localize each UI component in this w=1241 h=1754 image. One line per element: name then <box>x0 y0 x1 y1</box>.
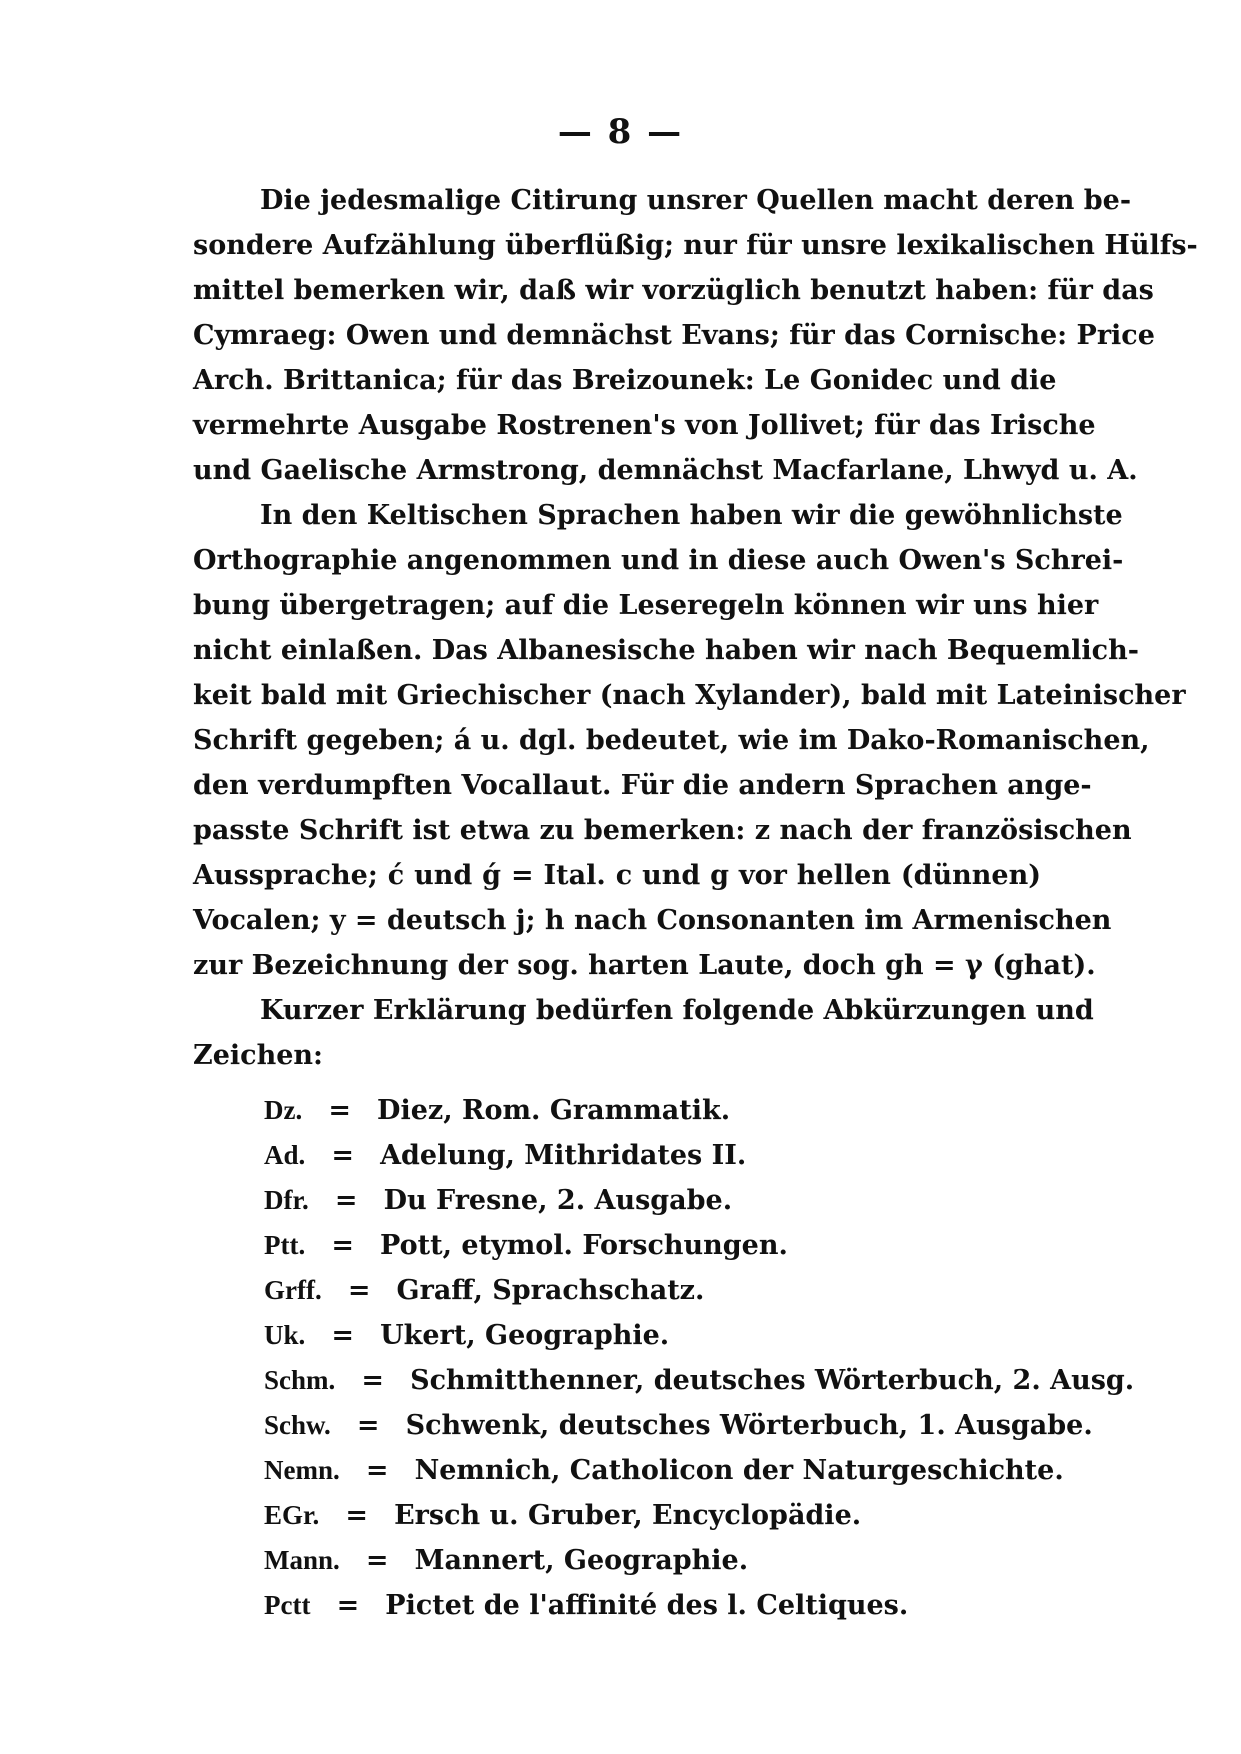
equals-sign: = <box>331 1140 354 1171</box>
text-line: keit bald mit Griechischer (nach Xylander), bald mit Lateinischer <box>193 680 1186 711</box>
abbreviation-entry <box>264 1583 1054 1628</box>
text-line: Aussprache; ć und ǵ = Ital. c und g vor hellen (dünnen) <box>193 860 1041 891</box>
abbreviation-entry <box>264 1538 1054 1583</box>
abbreviation-entry <box>264 1178 1054 1223</box>
abbreviation-entry <box>264 1448 1064 1493</box>
abbreviation-entry <box>264 1088 1054 1133</box>
text-line: nicht einlaßen. Das Albanesische haben wir nach Bequemlich- <box>193 635 1139 666</box>
text-line: Orthographie angenommen und in diese auch Owen's Schrei- <box>193 545 1124 576</box>
abbreviation-key: Dfr. <box>264 1185 309 1215</box>
body-text <box>193 178 1198 1078</box>
abbreviation-key: Ptt. <box>264 1230 306 1260</box>
abbreviation-value: Du Fresne, 2. Ausgabe. <box>383 1185 733 1216</box>
text-line: bung übergetragen; auf die Leseregeln können wir uns hier <box>193 590 1099 621</box>
abbreviation-value: Graff, Sprachschatz. <box>396 1275 705 1306</box>
abbreviation-key: EGr. <box>264 1500 320 1530</box>
abbreviation-entry <box>264 1313 1054 1358</box>
abbreviation-key: Pctt <box>264 1590 311 1620</box>
equals-sign: = <box>328 1095 351 1126</box>
text-line: Die jedesmalige Citirung unsrer Quellen macht deren be- <box>260 185 1132 216</box>
equals-sign: = <box>365 1545 389 1576</box>
abbreviation-entry <box>264 1493 1054 1538</box>
paragraph-abbreviations-intro <box>193 988 1094 1078</box>
abbreviation-value: Schwenk, deutsches Wörterbuch, 1. Ausgabe. <box>405 1410 1093 1441</box>
abbreviation-key: Uk. <box>264 1320 306 1350</box>
text-line: Vocalen; y = deutsch j; h nach Consonanten im Armenischen <box>193 905 1112 936</box>
equals-sign: = <box>331 1320 354 1351</box>
abbreviation-value: Pictet de l'affinité des l. Celtiques. <box>385 1590 909 1621</box>
abbreviation-key: Nemn. <box>264 1455 340 1485</box>
equals-sign: = <box>347 1275 371 1306</box>
text-line: zur Bezeichnung der sog. harten Laute, doch gh = γ (ghat). <box>193 950 1096 981</box>
text-line: Arch. Brittanica; für das Breizounek: Le Gonidec und die <box>193 365 1057 396</box>
abbreviation-entry <box>264 1223 1054 1268</box>
abbreviation-entry <box>264 1403 1093 1448</box>
abbreviation-value: Ersch u. Gruber, Encyclopädie. <box>394 1500 862 1531</box>
text-line: vermehrte Ausgabe Rostrenen's von Jollivet; für das Irische <box>193 410 1096 441</box>
abbreviation-list <box>264 1088 1135 1628</box>
text-line: Zeichen: <box>193 1040 323 1071</box>
abbreviation-entry <box>264 1133 1054 1178</box>
text-line: und Gaelische Armstrong, demnächst Macfarlane, Lhwyd u. A. <box>193 455 1138 486</box>
abbreviation-value: Nemnich, Catholicon der Naturgeschichte. <box>414 1455 1064 1486</box>
equals-sign: = <box>356 1410 380 1441</box>
equals-sign: = <box>345 1500 368 1531</box>
equals-sign: = <box>336 1590 360 1621</box>
abbreviation-key: Grff. <box>264 1275 322 1305</box>
text-line: den verdumpften Vocallaut. Für die andern Sprachen ange- <box>193 770 1092 801</box>
abbreviation-value: Ukert, Geographie. <box>380 1320 670 1351</box>
text-line: sondere Aufzählung überflüßig; nur für unsre lexikalischen Hülfs- <box>193 230 1198 261</box>
equals-sign: = <box>331 1230 354 1261</box>
equals-sign: = <box>361 1365 384 1396</box>
abbreviation-value: Schmitthenner, deutsches Wörterbuch, 2. Ausg. <box>410 1365 1135 1396</box>
abbreviation-entry <box>264 1358 1135 1403</box>
abbreviation-key: Dz. <box>264 1095 303 1125</box>
text-line: passte Schrift ist etwa zu bemerken: z nach der französischen <box>193 815 1132 846</box>
page-number: — 8 — <box>557 112 684 152</box>
abbreviation-entry <box>264 1268 1054 1313</box>
text-line: Kurzer Erklärung bedürfen folgende Abkürzungen und <box>260 995 1094 1026</box>
paragraph-sources <box>193 178 1198 493</box>
text-line: Cymraeg: Owen und demnächst Evans; für das Cornische: Price <box>193 320 1155 351</box>
abbreviation-value: Diez, Rom. Grammatik. <box>377 1095 731 1126</box>
abbreviation-value: Pott, etymol. Forschungen. <box>380 1230 788 1261</box>
abbreviation-key: Schm. <box>264 1365 336 1395</box>
abbreviation-value: Mannert, Geographie. <box>414 1545 749 1576</box>
paragraph-orthography <box>193 493 1186 988</box>
abbreviation-key: Ad. <box>264 1140 306 1170</box>
equals-sign: = <box>365 1455 389 1486</box>
text-line: mittel bemerken wir, daß wir vorzüglich benutzt haben: für das <box>193 275 1154 306</box>
equals-sign: = <box>334 1185 358 1216</box>
abbreviation-value: Adelung, Mithridates II. <box>380 1140 747 1171</box>
text-line: In den Keltischen Sprachen haben wir die gewöhnlichste <box>260 500 1123 531</box>
text-line: Schrift gegeben; á u. dgl. bedeutet, wie im Dako-Romanischen, <box>193 725 1150 756</box>
abbreviation-key: Mann. <box>264 1545 340 1575</box>
abbreviation-key: Schw. <box>264 1410 331 1440</box>
